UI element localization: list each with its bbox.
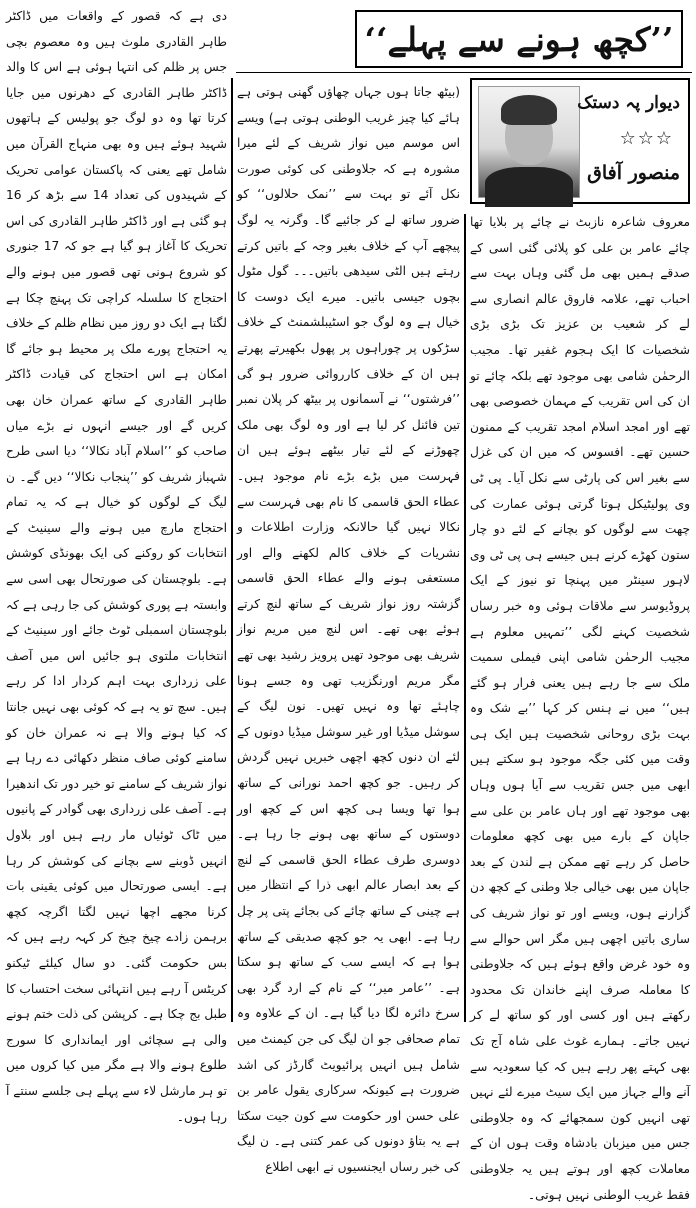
headline-text: ’’کچھ ہونے سے پہلے‘‘ (364, 19, 674, 59)
text-column-middle (237, 80, 460, 1174)
author-photo-shirt (485, 167, 573, 207)
column-divider-right (464, 214, 466, 1022)
text-column-right (470, 210, 690, 1202)
text-column-left (6, 4, 227, 1124)
author-name: منصور آفاق (587, 162, 680, 184)
column-middle-paragraph: (بیٹھ جاتا ہوں جہاں چھاؤں گھنی ہوتی ہے ہائے کیا چیز غریب الوطنی ہوتی ہے) ویسے اس موسم میں نواز شریف کے لئے میرا مشورہ ہے کہ جلاوطنی کی کوئی صورت نکل آئے تو بہت سے ’’نمک حلالوں‘‘ کو ضرور ساتھ لے کر جائیے گا۔ وگرنہ یہ لوگ پیچھے آپ کے خلاف بغیر وجہ کے باتیں کرتے رہتے ہیں الٹی سیدھی باتیں۔۔۔ گول مٹول بچوں جیسی باتیں۔ میرے ایک دوست کا خیال ہے وہ لوگ جو اسٹیبلشمنٹ کے خلاف سڑکوں پر چوراہوں پر پھول بکھیرتے پھرتے ہیں ان کے خلاف کارروائی ضرور ہو گی ’’فرشتوں‘‘ نے آسمانوں پر بیٹھ کر پلان نمبر تین فائنل کر لیا ہے اور وہ لوگ بھی ملک چھوڑنے کے لئے تیار بیٹھے ہوئے ہیں ان فہرست میں بڑے بڑے نام موجود ہیں۔ عطاء الحق قاسمی کا نام بھی فہرست سے نکالا نہیں گیا حالانکہ وزارت اطلاعات و نشریات کے خلاف کالم لکھنے والے اور مستعفی ہونے والے عطاء الحق قاسمی گزشتہ روز نواز شریف کے ساتھ لنچ کرتے ہوئے بھی تھے۔ اس لنچ میں مریم نواز شریف بھی موجود تھیں پرویز رشید بھی تھے مگر مریم اورنگزیب تھی وہ جسے ہونا چاہئے تھا وہ نہیں تھیں۔ نون لیگ کے سوشل میڈیا اور غیر سوشل میڈیا دونوں کے لئے ان دنوں کچھ اچھی خبریں نہیں گردش کر رہیں۔ جو کچھ احمد نورانی کے ساتھ ہوا تھا ویسا ہی کچھ اس کے کچھ اور دوستوں کے ساتھ بھی ہونے جا رہا ہے۔ دوسری طرف عطاء الحق قاسمی کے لنچ کے بعد ابصار عالم ابھی ذرا کے انتظار میں ہے چینی کے ساتھ چائے کی بجائے پتی پر چل رہا ہے۔ ابھی یہ جو کچھ صدیقی کے ساتھ ہوا ہے کہ ایسے سب کے ساتھ ہو سکتا ہے۔ ’’عامر میر‘‘ کے نام کے ارد گرد بھی سرخ دائرہ لگا دیا گیا ہے۔ ان کے علاوہ وہ تمام صحافی جو ان لیگ کی جن کیمنٹ میں شامل ہیں انہیں پرائیویٹ گارڈز کی اشد ضرورت ہے کیونکہ سرکاری یقول عامر بن علی حسن اور حکومت سے کون جیت سکتا ہے یہ بتاؤ دونوں کی عمر کتنی ہے۔ ن لیگ کی خبر رساں ایجنسیوں نے ابھی اطلاع (237, 85, 460, 1174)
article-headline (355, 10, 683, 68)
column-left-paragraph: دی ہے کہ قصور کے واقعات میں ڈاکٹر طاہر القادری ملوث ہیں وہ معصوم بچی جس پر ظلم کی انتہا ہوئی ہے اس کا والد ڈاکٹر طاہر القادری کے دھرنوں میں جایا کرتا تھا وہ دو لوگ جو پولیس کے ہاتھوں شہید ہوئے ہیں وہ بھی منہاج القرآن میں شامل تھے یعنی کہ پاکستان عوامی تحریک کے شہیدوں کی تعداد 14 سے بڑھ کر 16 ہو گئی ہے اور ڈاکٹر طاہر القادری کی اس تحریک کا آغاز ہو گیا ہے جو کہ 17 جنوری کو شروع ہونی تھی قصور میں ہونے والے احتجاج کا سلسلہ کراچی تک پہنچ چکا ہے لگتا ہے ایک دو روز میں نظام ظلم کے خلاف یہ احتجاج پورے ملک پر محیط ہو جائے گا امکان ہے اس احتجاج کی قیادت ڈاکٹر طاہر القادری کے ساتھ عمران خان بھی کریں گے اور جیسے انہوں نے بڑے میاں صاحب کو ’’اسلام آباد نکالا‘‘ دیا اسی طرح شہباز شریف کو ’’پنجاب نکالا‘‘ دیں گے۔ ن لیگ کے لوگوں کو خیال ہے کہ یہ تمام احتجاج مارچ میں ہونے والے سینیٹ کے انتخابات کو روکنے کی ایک بھونڈی کوشش ہے۔ بلوچستان کی صورتحال بھی اسی سے وابستہ ہے پوری کوشش کی جا رہی ہے کہ بلوچستان اسمبلی ٹوٹ جائے اور سینیٹ کے انتخابات ملتوی ہو جائیں اس میں آصف علی زرداری بہت اہم کردار ادا کر رہے ہیں۔ سچ تو یہ ہے کہ کوئی بھی نہیں جانتا کہ کیا ہونے والا ہے نہ عمران خان کو سامنے کوئی صاف منظر دکھائی دے رہا ہے نواز شریف کے سامنے تو خیر دور تک اندھیرا ہے۔ آصف علی زرداری بھی گوادر کے پانیوں میں ٹاک ٹوئیاں مار رہے ہیں اور بلاول انہیں ڈوبنے سے بچانے کی کوشش کر رہا ہے۔ ایسی صورتحال میں کوئی یقینی بات کرنا مجھے اچھا نہیں لگتا اگرچہ کچھ برہمن زادے چیخ چیخ کر کہہ رہے ہیں کہ بس حکومت گئی۔ دو سال کیلئے ٹیکنو کریٹس آ رہے ہیں انتہائی سخت احتساب کا طبل بج چکا ہے۔ کرپشن کی ذلت ختم ہونے والی ہے سچائی اور ایمانداری کا سورج طلوع ہونے والا ہے مگر میں کیا کروں میں تو ہر مارشل لاء سے پہلے ہی جلسے سنتے آ رہا ہوں۔ (6, 9, 227, 1124)
author-photo-hair (501, 95, 557, 125)
headline-underline (236, 72, 692, 73)
author-photo (478, 86, 580, 198)
byline-box (470, 78, 690, 204)
rating-stars-icon: ☆☆☆ (619, 128, 674, 149)
column-divider-left (231, 78, 233, 1022)
column-right-paragraph: معروف شاعرہ نازبٹ نے چائے پر بلایا تھا چائے عامر بن علی کو پلائی گئی اسی کے صدقے ہمیں بھی مل گئی وہاں بہت سے احباب تھے، علامہ فاروق عالم انصاری سے لے کر شعیب بن عزیز تک بڑی بڑی شخصیات کا ایک ہجوم غفیر تھا۔ مجیب الرحمٰن شامی بھی موجود تھے بلکہ چائے تو ان کی اس تقریب کے مہمان خصوصی بھی تھے اور امجد اسلام امجد تقریب کے ممنون حسین تھے۔ افسوس کہ میں ان کی غزل سے بغیر اس کی پارٹی سے نکل آیا۔ پی ٹی وی پولیٹیکل ہوتا گرتی ہوئی عمارت کی چھت سے لوگوں کو بچانے کے لئے دو چار ستون کھڑے کرنے ہیں جیسے ہی پی ٹی وی لاہور سینٹر میں پہنچا تو نیوز کے ایک پروڈیوسر سے ملاقات ہوئی وہ خبر رساں شخصیت کہنے لگی ’’تمہیں معلوم ہے مجیب الرحمٰن شامی اپنی فیملی سمیت ملک سے جا رہے ہیں یعنی فرار ہو گئے ہیں‘‘ میں نے ہنس کر کہا ’’بے شک وہ بہت بڑی روحانی شخصیت ہیں ایک ہی وقت میں کئی جگہ موجود ہو سکتے ہیں ابھی میں جس تقریب سے آیا ہوں وہاں بھی موجود تھے اور ہاں عامر بن علی سے جاپان کے بارے میں بھی کچھ معلومات حاصل کر رہے تھے ممکن ہے لندن کے بعد جاپان میں بھی خیالی جلا وطنی کے کچھ دن گزارنے ہوں، ویسے اور تو نواز شریف کی ساری باتیں اچھی ہیں مگر اس حوالے سے وہ خود غرض واقع ہوئے ہیں کہ جلاوطنی کا معاملہ صرف اپنے خاندان تک محدود رکھتے ہیں اور کسی اور کو ساتھ لے کر نہیں جاتے۔ ہمارے غوث علی شاہ آج تک بھی کہتے پھر رہے ہیں کہ کیا سعودیہ سے آنے والے جہاز میں ایک سیٹ میرے لئے نہیں تھی انہیں کون سمجھائے کہ وہ جلاوطنی جس میں میزبان بادشاہ وقت ہوں ان کے معاملات کچھ اور ہوتے ہیں یہ جلاوطنی فقط غریب الوطنی نہیں ہوتی۔ (470, 215, 690, 1202)
column-name: دیوار پہ دستک (577, 93, 680, 113)
